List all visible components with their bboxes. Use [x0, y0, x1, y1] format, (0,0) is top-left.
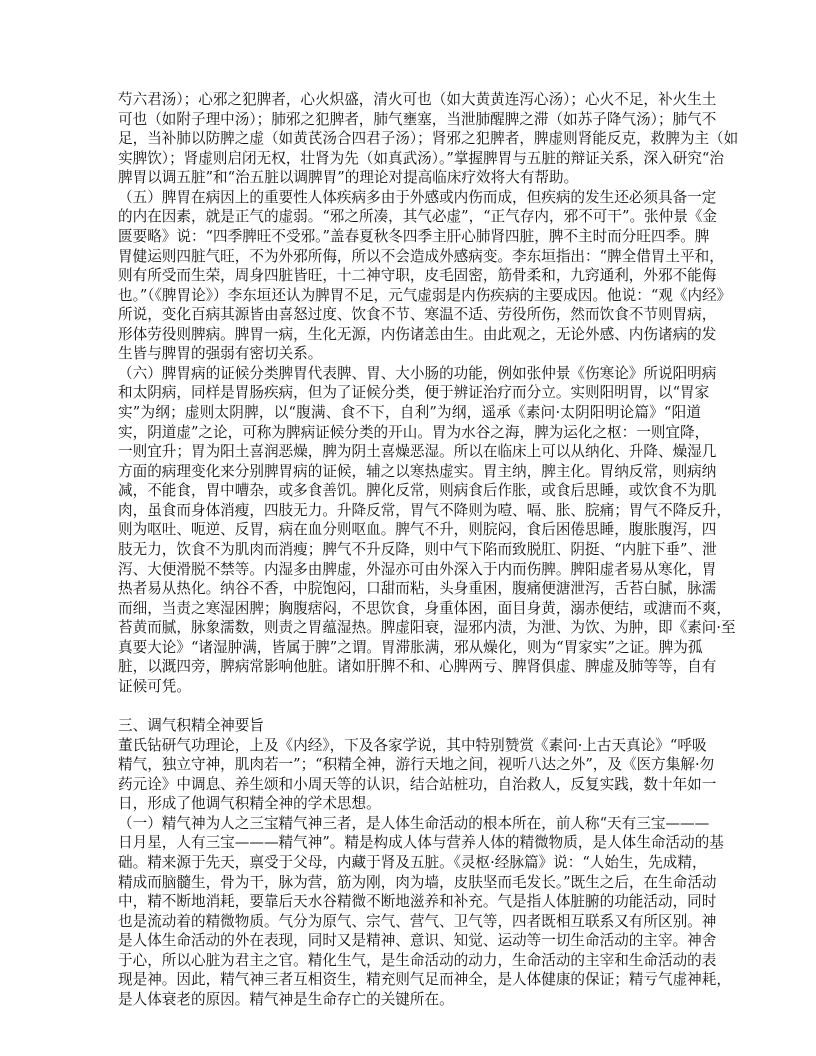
text-line: 足，当补肺以防脾之虚（如黄芪汤合四君子汤）；肾邪之犯脾者，脾虚则肾能反克，救脾为主（如 [118, 130, 739, 148]
text-line: 脏，以溉四旁，脾病常影响他脏。诸如肝脾不和、心脾两亏、脾肾俱虚、脾虚及肺等等，自有 [118, 658, 717, 676]
paragraph [118, 814, 731, 1010]
text-line: 一则宜升；胃为阳土喜润恶燥，脾为阴土喜燥恶湿。所以在临床上可以从纳化、升降、燥湿几 [118, 443, 717, 461]
text-line: 现是神。因此，精气神三者互相资生，精充则气足而神全，是人体健康的保证；精亏气虚神耗， [118, 971, 731, 989]
text-line: 是人体生命活动的外在表现，同时又是精神、意识、知觉、运动等一切生命活动的主宰。神舍 [118, 932, 717, 950]
text-line: 芍六君汤）；心邪之犯脾者，心火炽盛，清火可也（如大黄黄连泻心汤）；心火不足，补火生土 [118, 91, 717, 108]
text-line: 则为呕吐、呃逆、反胃，病在血分则呕血。脾气不升，则脘闷，食后困倦思睡，腹胀腹泻，四 [118, 521, 717, 539]
text-line: 精气，独立守神，肌肉若一”；“积精全神，游行天地之间，视听八达之外”，及《医方集解·勿 [118, 756, 715, 774]
text-line: （五）脾胃在病因上的重要性人体疾病多由于外感或内伤而成，但疾病的发生还必须具备一定 [118, 188, 717, 206]
paragraph [118, 188, 732, 364]
text-line: 方面的病理变化来分别脾胃病的证候，辅之以寒热虚实。胃主纳，脾主化。胃纳反常，则病纳 [118, 462, 717, 480]
text-line: 实脾饮）；肾虚则启闭无权，壮肾为先（如真武汤）。”掌握脾胃与五脏的辩证关系，深入研究“治 [118, 149, 724, 167]
blank-line [118, 696, 701, 716]
text-line: （六）脾胃病的证候分类脾胃代表脾、胃、大小肠的功能，例如张仲景《伤寒论》所说阳明病 [118, 364, 717, 382]
text-line: 胃健运则四脏气旺，不为外邪所侮，所以不会造成外感病变。李东垣指出：“脾全借胃土平和， [118, 247, 724, 265]
text-line: 中，精不断地消耗，要靠后天水谷精微不断地滋养和补充。气是指人体脏腑的功能活动，同时 [118, 893, 717, 911]
text-line: 则有所受而生荣，周身四脏皆旺，十二神守职，皮毛固密，筋骨柔和，九窍通利，外邪不能侮 [118, 267, 717, 285]
text-line: 的内在因素，就是正气的虚弱。“邪之所凑，其气必虚”，“正气存内，邪不可干”。张仲景《金 [118, 208, 718, 226]
paragraph [118, 90, 739, 188]
text-line: 减，不能食，胃中嘈杂，或多食善饥。脾化反常，则病食后作胀，或食后思睡，或饮食不为肌 [118, 482, 717, 500]
section-heading: 三、调气积精全神要旨 [118, 717, 264, 734]
text-line: 真要大论》“诸湿肿满，皆属于脾”之谓。胃滞胀满，邪从燥化，则为“胃家实”之证。脾为孤 [118, 638, 703, 656]
text-line: 可也（如附子理中汤）；肺邪之犯脾者，肺气壅塞，当泄肺醒脾之滞（如苏子降气汤）；肺气不 [118, 110, 717, 128]
paragraph [118, 736, 717, 814]
text-line: 证候可凭。 [118, 677, 191, 695]
text-line: 匮要略》说：“四季脾旺不受邪。”盖春夏秋冬四季主肝心肺肾四脏，脾不主时而分旺四季。脾 [118, 227, 710, 245]
text-line: 实”为纲；虚则太阴脾，以“腹满、食不下，自利”为纲，遥承《素问·太阴阳明论篇》“阳道 [118, 404, 701, 421]
document-body [118, 90, 739, 1009]
text-line: 日月星，人有三宝———精气神”。精是构成人体与营养人体的精微物质，是人体生命活动的基 [118, 834, 724, 852]
text-line: 所说，变化百病其源皆由喜怒过度、饮食不节、寒温不适、劳役所伤，然而饮食不节则胃病， [118, 306, 717, 324]
text-line: 是人体衰老的原因。精气神是生命存亡的关键所在。 [118, 990, 454, 1008]
text-line: 而细，当责之寒湿困脾；胸腹痞闷，不思饮食，身重体困，面目身黄，溺赤便结，或溏而不爽， [118, 599, 731, 617]
text-line: 热者易从热化。纳谷不香，中脘饱闷，口甜而粘，头身重困，腹痛便溏泄泻，舌苔白腻，脉濡 [118, 580, 717, 598]
text-line: 肢无力，饮食不为肌肉而消瘦；脾气不升反降，则中气下陷而致脱肛、阴挺、“内脏下垂”、泄 [118, 540, 717, 558]
text-line: 脾胃以调五脏”和“治五脏以调脾胃”的理论对提高临床疗效将大有帮助。 [118, 169, 579, 187]
text-line: 形体劳役则脾病。脾胃一病，生化无源，内伤诸恙由生。由此观之，无论外感、内伤诸病的发 [118, 325, 717, 343]
paragraph [118, 364, 736, 697]
section-spleen-stomach [118, 90, 739, 696]
text-line: 也。”（《脾胃论》）李东垣还认为脾胃不足，元气虚弱是内伤疾病的主要成因。他说：“观《内经》 [118, 286, 732, 304]
text-line: 生皆与脾胃的强弱有密切关系。 [118, 345, 323, 363]
section-qi-essence-spirit [118, 736, 731, 1010]
text-line: 和太阴病，同样是胃肠疾病，但为了证候分类，便于辨证治疗而分立。实则阳明胃，以“胃家 [118, 384, 710, 402]
text-line: 泻、大便滑脱不禁等。内湿多由脾虚，外湿亦可由外深入于内而伤脾。脾阳虚者易从寒化，胃 [118, 560, 717, 578]
text-line: 也是流动着的精微物质。气分为原气、宗气、营气、卫气等，四者既相互联系又有所区别。神 [118, 912, 717, 930]
text-line: 肉，虽食而身体消瘦，四肢无力。升降反常，胃气不降则为噎、嗝、胀、脘痛；胃气不降反升， [118, 501, 731, 519]
text-line: 础。精来源于先天，禀受于父母，内藏于肾及五脏。《灵枢·经脉篇》说：“人始生，先成精， [118, 853, 707, 871]
text-line: 日，形成了他调气积精全神的学术思想。 [118, 795, 381, 813]
text-line: （一）精气神为人之三宝精气神三者，是人体生命活动的根本所在，前人称“天有三宝——— [118, 814, 710, 832]
text-line: 实，阴道虚”之论，可称为脾病证候分类的开山。胃为水谷之海，脾为运化之枢：一则宜降， [118, 423, 710, 441]
text-line: 药元诠》中调息、养生颂和小周天等的认识，结合站桩功，自治救人，反复实践，数十年如一 [118, 775, 717, 793]
text-line: 苔黄而腻，脉象濡数，则责之胃蕴湿热。脾虚阳衰，湿邪内渍，为泄、为饮、为肿，即《素问·至 [118, 619, 736, 637]
text-line: 董氏钻研气功理论，上及《内经》，下及各家学说，其中特别赞赏《素问·上古天真论》“呼吸 [118, 736, 707, 754]
text-line: 于心，所以心脏为君主之官。精化生气，是生命活动的动力，生命活动的主宰和生命活动的表 [118, 951, 717, 969]
text-line: 精成而脑髓生，骨为干，脉为营，筋为刚，肉为墙，皮肤坚而毛发长。”既生之后，在生命活动 [118, 873, 717, 891]
